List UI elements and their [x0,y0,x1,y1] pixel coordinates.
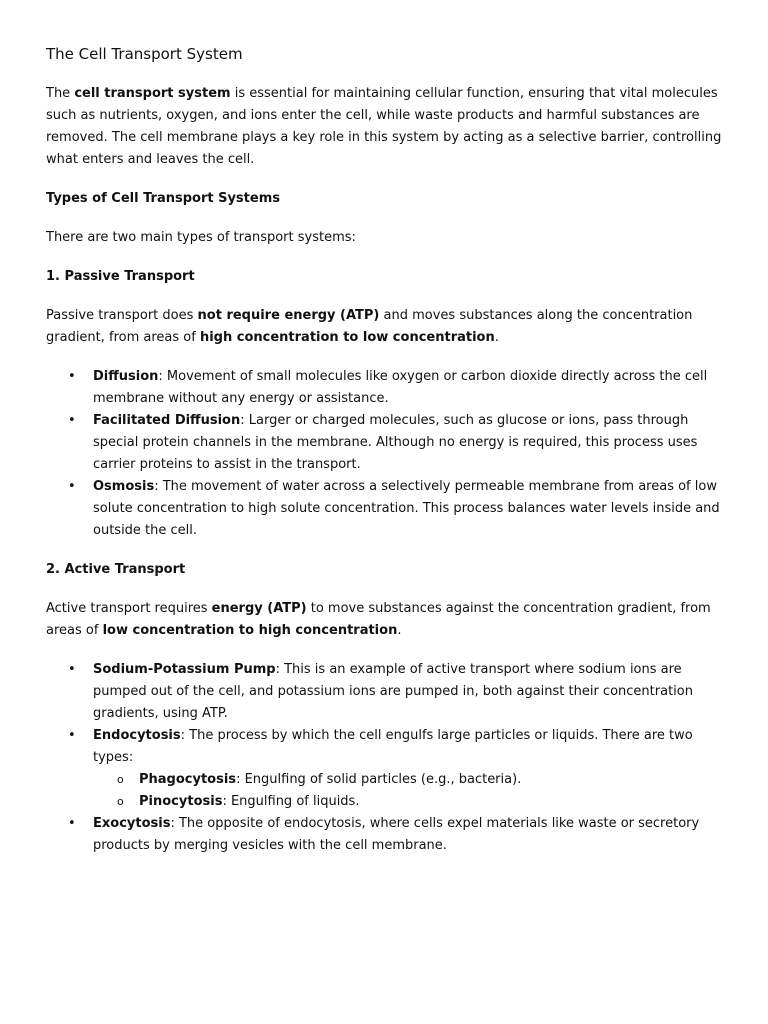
passive-bold-1: not require energy (ATP) [197,308,380,323]
passive-text-2: and moves substances along the concentration gradient, from areas of [46,308,693,345]
passive-bold-2: high concentration to low concentration [199,330,495,345]
list-item-term: Osmosis [93,479,155,494]
list-item-pinocytosis [93,791,726,813]
bullet-icon: • [68,369,76,384]
intro-paragraph [46,83,726,171]
document-title: The Cell Transport System [46,45,243,63]
passive-heading: 1. Passive Transport [46,269,195,284]
active-list [46,659,726,857]
list-item-term: Diffusion [93,369,159,384]
list-item-text: : The movement of water across a selectively permeable membrane from areas of low solute concentration to high solute concentration. This process balances water levels inside and outside the cell. [93,479,720,538]
list-item-endocytosis [46,725,726,813]
passive-text-3: . [494,330,499,345]
list-item-facilitated-diffusion [46,410,726,476]
list-item-text: : The process by which the cell engulfs large particles or liquids. There are two types: [93,728,693,765]
active-heading: 2. Active Transport [46,562,186,577]
bullet-icon: • [68,662,76,677]
list-item-phagocytosis [93,769,726,791]
list-item-term: Sodium-Potassium Pump [93,662,276,677]
list-item-text: : Engulfing of solid particles (e.g., bacteria). [236,772,522,787]
list-item-osmosis [46,476,726,542]
active-bold-1: energy (ATP) [211,601,307,616]
types-intro: There are two main types of transport systems: [46,230,356,245]
active-text-1: Active transport requires [46,601,212,616]
list-item-sodium-potassium-pump [46,659,726,725]
bullet-icon: • [68,479,76,494]
list-item-text: : The opposite of endocytosis, where cells expel materials like waste or secretory products by merging vesicles with the cell membrane. [93,816,700,853]
intro-text-2: is essential for maintaining cellular function, ensuring that vital molecules such as nutrients, oxygen, and ions enter the cell, while waste products and harmful substances are removed. The cell membrane plays a key role in this system by acting as a selective barrier, controlling what enters and leaves the cell. [46,86,722,167]
active-text-3: . [397,623,402,638]
intro-text-1: The [46,86,75,101]
bullet-icon: • [68,413,76,428]
circle-bullet-icon: o [117,773,124,786]
circle-bullet-icon: o [117,795,124,808]
list-item-term: Pinocytosis [139,794,223,809]
passive-paragraph [46,305,726,349]
list-item-term: Endocytosis [93,728,181,743]
intro-bold-term: cell transport system [74,86,231,101]
passive-list [46,366,726,542]
active-bold-2: low concentration to high concentration [102,623,398,638]
bullet-icon: • [68,816,76,831]
active-paragraph [46,598,726,642]
list-item-exocytosis [46,813,726,857]
document-page [46,44,726,874]
passive-text-1: Passive transport does [46,308,198,323]
endocytosis-sublist [93,769,726,813]
list-item-text: : This is an example of active transport where sodium ions are pumped out of the cell, and potassium ions are pumped in, both against their concentration gradients, using ATP. [93,662,693,721]
list-item-text: : Movement of small molecules like oxygen or carbon dioxide directly across the cell membrane without any energy or assistance. [93,369,708,406]
active-text-2: to move substances against the concentration gradient, from areas of [46,601,711,638]
types-heading: Types of Cell Transport Systems [46,191,280,206]
list-item-term: Facilitated Diffusion [93,413,241,428]
list-item-diffusion [46,366,726,410]
list-item-text: : Larger or charged molecules, such as glucose or ions, pass through special protein channels in the membrane. Although no energy is required, this process uses carrier proteins to assist in the transport. [93,413,698,472]
list-item-term: Phagocytosis [139,772,237,787]
bullet-icon: • [68,728,76,743]
list-item-term: Exocytosis [93,816,171,831]
list-item-text: : Engulfing of liquids. [222,794,360,809]
